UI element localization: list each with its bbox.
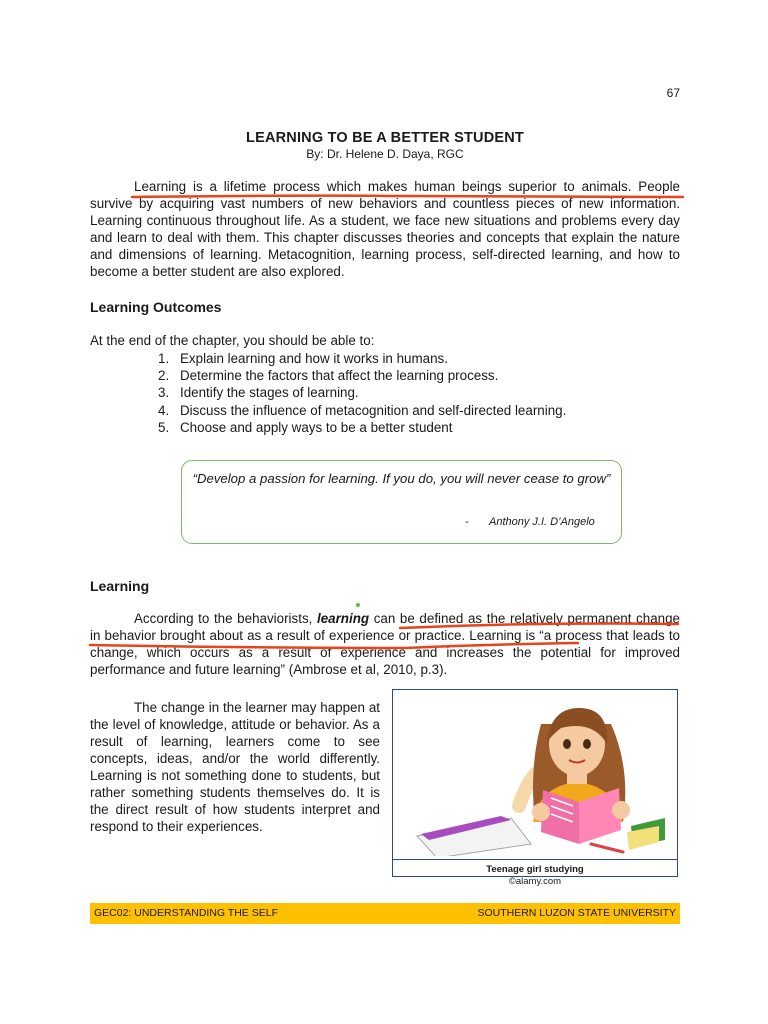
quote-dash: - [465, 516, 469, 528]
list-item-number: 2. [158, 368, 170, 384]
intro-paragraph [90, 178, 680, 280]
learning-outcomes-heading: Learning Outcomes [90, 299, 222, 315]
footer-band [90, 903, 680, 924]
quote-box [181, 460, 622, 544]
teenage-girl-studying-illustration [401, 694, 671, 856]
learning-heading: Learning [90, 578, 150, 594]
learning-keyword: learning [316, 611, 370, 626]
outcomes-intro: At the end of the chapter, you should be able to: [90, 333, 375, 348]
learner-change-text: The change in the learner may happen at the level of knowledge, attitude or behavior. As a result of learning, learners come to see concepts, ideas, and/or the world differently. Learning is not something done to students, but rather something students themselves do. It is the direct result of how students interpret and respond to their experiences. [90, 700, 380, 834]
footer-course: GEC02: UNDERSTANDING THE SELF [94, 907, 278, 919]
author-byline: By: Dr. Helene D. Daya, RGC [306, 147, 464, 161]
quote-author: Anthony J.I. D’Angelo [489, 516, 595, 528]
annotation-dot [356, 603, 360, 607]
list-item [158, 402, 566, 419]
list-item-text: Choose and apply ways to be a better student [180, 419, 453, 435]
list-item [158, 367, 566, 384]
figure-caption-title: Teenage girl studying [486, 864, 584, 875]
learning-definition-paragraph [90, 610, 680, 678]
list-item-text: Discuss the influence of metacognition and self-directed learning. [180, 402, 567, 418]
page-title: LEARNING TO BE A BETTER STUDENT [246, 130, 524, 146]
list-item [158, 350, 566, 367]
definition-body-text: can be defined as the relatively permanent change in behavior brought about as a result of experience or practice. Learning is “a process that leads to change, which occurs as a result of experience and increases the potential for improved performance and future learning” (Ambrose et al, 2010, p.3). [90, 611, 680, 677]
figure-divider [393, 859, 677, 860]
intro-paragraph-text: Learning is a lifetime process which makes human beings superior to animals. People survive by acquiring vast numbers of new behaviors and countless pieces of new information. Learning continuous throughout life. As a student, we face new situations and problems every day and learn to deal with them. This chapter discusses theories and concepts that explain the nature and dimensions of learning. Metacognition, learning process, self-directed learning, and how to become a better student are also explored. [90, 179, 680, 279]
list-item-text: Determine the factors that affect the learning process. [180, 368, 499, 384]
figure-caption [392, 864, 678, 888]
list-item [158, 384, 566, 401]
learning-definition-text [90, 610, 680, 678]
list-item-text: Explain learning and how it works in humans. [180, 351, 448, 366]
list-item-number: 1. [158, 351, 170, 366]
figure-frame [392, 689, 678, 877]
list-item-number: 4. [158, 402, 170, 418]
footer-university: SOUTHERN LUZON STATE UNIVERSITY [477, 907, 676, 919]
page-number: 67 [666, 86, 680, 100]
outcomes-list [158, 350, 566, 436]
learner-change-paragraph [90, 699, 380, 835]
definition-lead-text: According to the behaviorists, [134, 611, 317, 626]
list-item-number: 3. [158, 385, 170, 401]
list-item [158, 419, 566, 436]
list-item-number: 5. [158, 419, 170, 435]
figure-caption-credit: ©alamy.com [508, 876, 562, 887]
list-item-text: Identify the stages of learning. [180, 385, 359, 401]
quote-text: “Develop a passion for learning. If you do, you will never cease to grow” [192, 471, 611, 486]
